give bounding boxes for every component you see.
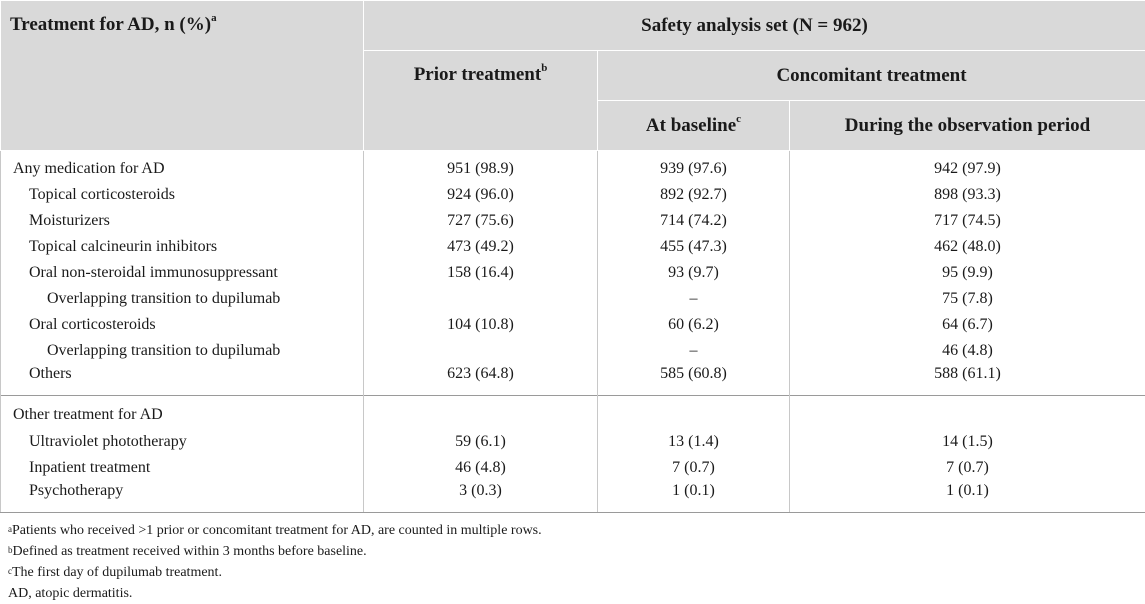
row-label: Oral non-steroidal immunosuppressant — [1, 260, 364, 286]
row-label: Any medication for AD — [1, 151, 364, 183]
cell-observation — [790, 396, 1145, 430]
cell-prior: 727 (75.6) — [364, 208, 598, 234]
cell-observation: 95 (9.9) — [790, 260, 1145, 286]
header-baseline-label: At baseline — [646, 115, 736, 136]
cell-baseline: 60 (6.2) — [598, 312, 790, 338]
header-observation-period: During the observation period — [790, 101, 1145, 151]
row-label: Other treatment for AD — [1, 396, 364, 430]
cell-baseline: 7 (0.7) — [598, 455, 790, 481]
cell-prior — [364, 286, 598, 312]
cell-prior: 623 (64.8) — [364, 364, 598, 396]
cell-baseline: 585 (60.8) — [598, 364, 790, 396]
cell-prior: 104 (10.8) — [364, 312, 598, 338]
cell-prior: 158 (16.4) — [364, 260, 598, 286]
table-row — [1, 312, 1145, 338]
footnote — [8, 583, 542, 604]
header-treatment — [1, 1, 364, 151]
row-label: Inpatient treatment — [1, 455, 364, 481]
row-label: Topical corticosteroids — [1, 182, 364, 208]
footnote — [8, 541, 542, 562]
cell-observation: 75 (7.8) — [790, 286, 1145, 312]
cell-baseline: 93 (9.7) — [598, 260, 790, 286]
row-label: Moisturizers — [1, 208, 364, 234]
table-row — [1, 208, 1145, 234]
header-concomitant-treatment: Concomitant treatment — [598, 51, 1145, 101]
cell-baseline — [598, 396, 790, 430]
cell-prior: 3 (0.3) — [364, 481, 598, 513]
cell-observation: 7 (0.7) — [790, 455, 1145, 481]
cell-observation: 462 (48.0) — [790, 234, 1145, 260]
table-body — [1, 151, 1145, 513]
table-row — [1, 260, 1145, 286]
row-label: Psychotherapy — [1, 481, 364, 513]
cell-observation: 942 (97.9) — [790, 151, 1145, 183]
cell-prior — [364, 338, 598, 364]
cell-observation: 14 (1.5) — [790, 429, 1145, 455]
cell-observation: 1 (0.1) — [790, 481, 1145, 513]
footnote-marker: c — [8, 566, 12, 576]
cell-baseline: – — [598, 286, 790, 312]
footnote-marker: a — [8, 524, 12, 534]
cell-baseline: 714 (74.2) — [598, 208, 790, 234]
footnote-marker-b: b — [541, 62, 547, 74]
row-label: Ultraviolet phototherapy — [1, 429, 364, 455]
cell-baseline: 13 (1.4) — [598, 429, 790, 455]
table-row — [1, 286, 1145, 312]
cell-baseline: 892 (92.7) — [598, 182, 790, 208]
cell-observation: 588 (61.1) — [790, 364, 1145, 396]
cell-observation: 717 (74.5) — [790, 208, 1145, 234]
footnote-text: Patients who received >1 prior or concomitant treatment for AD, are counted in multiple rows. — [12, 523, 542, 538]
cell-prior: 46 (4.8) — [364, 455, 598, 481]
cell-prior: 951 (98.9) — [364, 151, 598, 183]
footnote-marker-c: c — [736, 113, 741, 125]
row-label: Overlapping transition to dupilumab — [1, 286, 364, 312]
footnote-text: AD, atopic dermatitis. — [8, 586, 132, 601]
row-label: Oral corticosteroids — [1, 312, 364, 338]
cell-baseline: 1 (0.1) — [598, 481, 790, 513]
cell-prior — [364, 396, 598, 430]
cell-observation: 898 (93.3) — [790, 182, 1145, 208]
cell-prior: 924 (96.0) — [364, 182, 598, 208]
footnote-marker: b — [8, 545, 13, 555]
cell-observation: 46 (4.8) — [790, 338, 1145, 364]
cell-baseline: 939 (97.6) — [598, 151, 790, 183]
footnote — [8, 520, 542, 541]
header-safety-analysis-set: Safety analysis set (N = 962) — [364, 1, 1145, 51]
table-row — [1, 455, 1145, 481]
cell-prior: 59 (6.1) — [364, 429, 598, 455]
row-label: Others — [1, 364, 364, 396]
cell-prior: 473 (49.2) — [364, 234, 598, 260]
row-label: Topical calcineurin inhibitors — [1, 234, 364, 260]
footnote-text: The first day of dupilumab treatment. — [12, 565, 222, 580]
table-row — [1, 338, 1145, 364]
header-treatment-label: Treatment for AD, n (%) — [10, 14, 211, 35]
footnote — [8, 562, 542, 583]
table-row — [1, 396, 1145, 430]
cell-observation: 64 (6.7) — [790, 312, 1145, 338]
header-prior-treatment — [364, 51, 598, 151]
cell-baseline: 455 (47.3) — [598, 234, 790, 260]
header-prior-label: Prior treatment — [414, 64, 542, 85]
table-row — [1, 151, 1145, 183]
table-row — [1, 429, 1145, 455]
cell-baseline: – — [598, 338, 790, 364]
footnotes — [8, 520, 542, 604]
header-at-baseline — [598, 101, 790, 151]
row-label: Overlapping transition to dupilumab — [1, 338, 364, 364]
footnote-marker-a: a — [211, 12, 217, 24]
footnote-text: Defined as treatment received within 3 months before baseline. — [13, 544, 367, 559]
table-row — [1, 364, 1145, 396]
table-row — [1, 182, 1145, 208]
table-header — [1, 1, 1145, 151]
table-row — [1, 234, 1145, 260]
table-row — [1, 481, 1145, 513]
